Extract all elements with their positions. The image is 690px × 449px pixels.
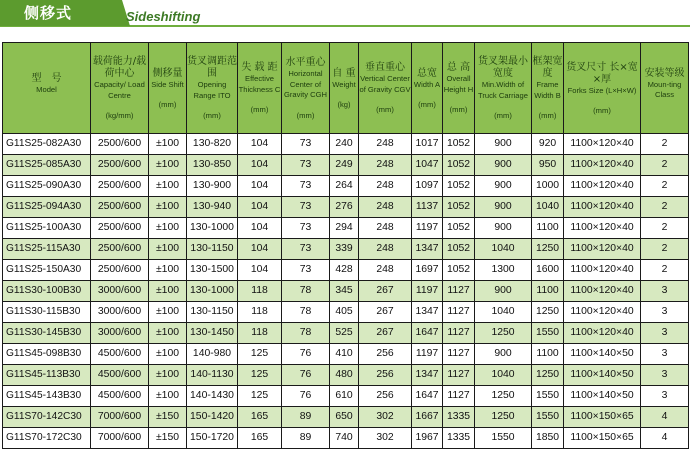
section-title-cn: 侧移式: [24, 4, 73, 22]
spec-cell: 1100×150×65: [564, 407, 641, 428]
spec-cell: 2500/600: [91, 197, 149, 218]
model-cell: G11S30-100B30: [3, 281, 91, 302]
section-title-en: Sideshifting: [126, 9, 201, 24]
spec-cell: 920: [532, 134, 564, 155]
table-body: [3, 134, 689, 449]
spec-cell: 73: [282, 218, 330, 239]
spec-cell: 1100×120×40: [564, 134, 641, 155]
spec-cell: ±100: [149, 260, 187, 281]
spec-cell: 1052: [443, 260, 475, 281]
table-row: [3, 218, 689, 239]
header-row: [3, 43, 689, 134]
spec-cell: 1100×120×40: [564, 281, 641, 302]
column-header-unit: (mm): [418, 100, 436, 109]
spec-cell: 1100×120×40: [564, 239, 641, 260]
spec-cell: 1550: [532, 407, 564, 428]
spec-cell: ±100: [149, 197, 187, 218]
spec-cell: 2: [641, 134, 689, 155]
spec-cell: 7000/600: [91, 407, 149, 428]
spec-cell: 1017: [412, 134, 443, 155]
spec-cell: 78: [282, 302, 330, 323]
spec-cell: 4: [641, 428, 689, 449]
column-header-en: Effective Thickness C: [238, 74, 281, 94]
column-header-unit: (mm): [449, 105, 468, 115]
column-header-cn: 货叉调距范围: [187, 56, 237, 80]
spec-cell: 2: [641, 197, 689, 218]
table-row: [3, 155, 689, 176]
spec-cell: 2500/600: [91, 176, 149, 197]
spec-cell: 1040: [475, 302, 532, 323]
spec-cell: 1647: [412, 386, 443, 407]
spec-cell: 3: [641, 386, 689, 407]
spec-cell: 1347: [412, 302, 443, 323]
spec-cell: ±100: [149, 302, 187, 323]
column-header-cn: 货叉架最小宽度: [478, 56, 528, 80]
table-row: [3, 197, 689, 218]
spec-cell: 1052: [443, 155, 475, 176]
spec-cell: 118: [238, 281, 282, 302]
table-row: [3, 134, 689, 155]
column-header-en: Moun-ting Class: [647, 79, 682, 99]
column-header-en: Forks Size (L×H×W): [567, 85, 637, 95]
spec-cell: 1697: [412, 260, 443, 281]
spec-cell: 1197: [412, 281, 443, 302]
spec-cell: 1040: [475, 239, 532, 260]
spec-cell: 1647: [412, 323, 443, 344]
spec-cell: 1127: [443, 386, 475, 407]
spec-cell: 900: [475, 218, 532, 239]
spec-cell: 165: [238, 428, 282, 449]
spec-cell: 1127: [443, 323, 475, 344]
spec-cell: ±100: [149, 218, 187, 239]
spec-cell: 1100×150×65: [564, 428, 641, 449]
spec-cell: 1335: [443, 428, 475, 449]
model-cell: G11S45-113B30: [3, 365, 91, 386]
column-header-cn: 载荷能力/载荷中心: [92, 56, 147, 80]
spec-cell: 900: [475, 155, 532, 176]
model-cell: G11S25-085A30: [3, 155, 91, 176]
spec-cell: 130-1000: [187, 218, 238, 239]
spec-cell: 130-1450: [187, 323, 238, 344]
column-header: [149, 43, 187, 134]
spec-cell: 76: [282, 365, 330, 386]
spec-cell: ±150: [149, 407, 187, 428]
spec-cell: 1300: [475, 260, 532, 281]
column-header-en: Horizontal Center of Gravity CGH: [283, 69, 328, 99]
spec-cell: 104: [238, 176, 282, 197]
spec-cell: 525: [330, 323, 359, 344]
spec-cell: 1250: [532, 239, 564, 260]
table-row: [3, 281, 689, 302]
spec-cell: 248: [359, 176, 412, 197]
model-cell: G11S70-172C30: [3, 428, 91, 449]
column-header-cn: 型 号: [31, 72, 62, 84]
spec-cell: 1335: [443, 407, 475, 428]
spec-cell: 1100×120×40: [564, 176, 641, 197]
column-header-unit: (mm): [494, 111, 512, 121]
spec-cell: 1100×120×40: [564, 323, 641, 344]
spec-cell: 1100: [532, 218, 564, 239]
model-cell: G11S70-142C30: [3, 407, 91, 428]
spec-cell: 900: [475, 281, 532, 302]
spec-cell: 256: [359, 344, 412, 365]
spec-cell: 1100×120×40: [564, 260, 641, 281]
spec-cell: 410: [330, 344, 359, 365]
model-cell: G11S30-145B30: [3, 323, 91, 344]
spec-cell: 130-1150: [187, 239, 238, 260]
column-header: [3, 43, 91, 134]
spec-cell: 1052: [443, 176, 475, 197]
spec-cell: 76: [282, 386, 330, 407]
column-header: [443, 43, 475, 134]
spec-cell: 73: [282, 134, 330, 155]
spec-cell: 125: [238, 344, 282, 365]
spec-cell: 1100×120×40: [564, 197, 641, 218]
spec-cell: 1052: [443, 134, 475, 155]
spec-cell: 610: [330, 386, 359, 407]
spec-cell: ±100: [149, 281, 187, 302]
column-header-cn: 安装等级: [644, 67, 685, 79]
spec-cell: 294: [330, 218, 359, 239]
spec-cell: 1197: [412, 344, 443, 365]
column-header-unit: (mm): [250, 105, 269, 115]
spec-cell: 428: [330, 260, 359, 281]
spec-cell: 650: [330, 407, 359, 428]
spec-cell: 2: [641, 239, 689, 260]
spec-cell: 267: [359, 323, 412, 344]
table-row: [3, 344, 689, 365]
model-cell: G11S45-143B30: [3, 386, 91, 407]
column-header-en: Weight: [332, 79, 356, 89]
spec-cell: ±100: [149, 344, 187, 365]
spec-table: [2, 42, 689, 449]
model-cell: G11S25-100A30: [3, 218, 91, 239]
spec-cell: 2: [641, 176, 689, 197]
column-header-unit: (kg): [337, 100, 351, 109]
spec-cell: 73: [282, 155, 330, 176]
spec-cell: 76: [282, 344, 330, 365]
column-header-en: Side Shift: [151, 79, 184, 89]
spec-cell: 104: [238, 134, 282, 155]
spec-cell: 1250: [532, 365, 564, 386]
spec-cell: 345: [330, 281, 359, 302]
spec-cell: ±100: [149, 323, 187, 344]
column-header: [641, 43, 689, 134]
spec-cell: 165: [238, 407, 282, 428]
spec-cell: 900: [475, 344, 532, 365]
spec-cell: 2: [641, 260, 689, 281]
spec-cell: 130-900: [187, 176, 238, 197]
spec-cell: 1600: [532, 260, 564, 281]
spec-cell: 78: [282, 323, 330, 344]
column-header-unit: (mm): [158, 100, 177, 109]
column-header-cn: 总宽: [417, 67, 437, 79]
spec-cell: 1667: [412, 407, 443, 428]
spec-cell: 1100×140×50: [564, 386, 641, 407]
spec-cell: 1100: [532, 344, 564, 365]
table-row: [3, 260, 689, 281]
column-header: [238, 43, 282, 134]
spec-cell: 2500/600: [91, 239, 149, 260]
spec-cell: 104: [238, 197, 282, 218]
spec-cell: 1127: [443, 281, 475, 302]
spec-cell: 104: [238, 260, 282, 281]
spec-cell: 248: [359, 134, 412, 155]
model-cell: G11S25-090A30: [3, 176, 91, 197]
column-header-cn: 总 高: [446, 62, 471, 74]
spec-cell: 1850: [532, 428, 564, 449]
spec-cell: 900: [475, 134, 532, 155]
spec-cell: 1097: [412, 176, 443, 197]
section-header: [0, 0, 690, 38]
column-header: [91, 43, 149, 134]
column-header-en: Vertical Center of Gravity CGV: [359, 74, 411, 94]
spec-cell: 125: [238, 365, 282, 386]
column-header-cn: 侧移量: [152, 67, 183, 79]
model-cell: G11S30-115B30: [3, 302, 91, 323]
spec-cell: 104: [238, 155, 282, 176]
spec-cell: ±100: [149, 155, 187, 176]
spec-cell: 140-1430: [187, 386, 238, 407]
spec-cell: 1040: [532, 197, 564, 218]
spec-cell: 1127: [443, 302, 475, 323]
table-row: [3, 323, 689, 344]
spec-cell: 339: [330, 239, 359, 260]
spec-cell: 248: [359, 155, 412, 176]
spec-cell: 1052: [443, 239, 475, 260]
column-header-en: Overall Height H: [443, 74, 474, 94]
table-header: [3, 43, 689, 134]
spec-cell: 1127: [443, 344, 475, 365]
spec-cell: 1967: [412, 428, 443, 449]
column-header-en: Model: [36, 84, 57, 94]
column-header: [330, 43, 359, 134]
spec-cell: 1137: [412, 197, 443, 218]
model-cell: G11S25-082A30: [3, 134, 91, 155]
column-header: [282, 43, 330, 134]
spec-cell: 118: [238, 302, 282, 323]
spec-cell: 73: [282, 197, 330, 218]
table-row: [3, 407, 689, 428]
spec-cell: 3: [641, 323, 689, 344]
model-cell: G11S25-150A30: [3, 260, 91, 281]
spec-cell: 73: [282, 176, 330, 197]
spec-cell: 1250: [475, 323, 532, 344]
spec-cell: ±100: [149, 176, 187, 197]
model-cell: G11S25-115A30: [3, 239, 91, 260]
table-row: [3, 176, 689, 197]
spec-cell: 130-1000: [187, 281, 238, 302]
spec-cell: 302: [359, 407, 412, 428]
spec-cell: 900: [475, 176, 532, 197]
spec-cell: 104: [238, 218, 282, 239]
column-header-cn: 垂直重心: [365, 62, 405, 74]
spec-cell: 4500/600: [91, 344, 149, 365]
spec-cell: 3: [641, 302, 689, 323]
spec-cell: 104: [238, 239, 282, 260]
spec-cell: 248: [359, 239, 412, 260]
model-cell: G11S25-094A30: [3, 197, 91, 218]
spec-cell: 1100×120×40: [564, 218, 641, 239]
spec-cell: 1052: [443, 197, 475, 218]
spec-cell: 78: [282, 281, 330, 302]
spec-cell: 140-1130: [187, 365, 238, 386]
spec-cell: 1550: [532, 323, 564, 344]
spec-cell: 248: [359, 218, 412, 239]
column-header: [532, 43, 564, 134]
spec-cell: ±100: [149, 239, 187, 260]
spec-cell: 1347: [412, 239, 443, 260]
spec-cell: 405: [330, 302, 359, 323]
spec-cell: 1052: [443, 218, 475, 239]
spec-cell: 130-850: [187, 155, 238, 176]
column-header-unit: (mm): [593, 106, 611, 115]
column-header: [359, 43, 412, 134]
column-header-en: Capacity/ Load Centre: [94, 80, 145, 100]
spec-cell: 1250: [532, 302, 564, 323]
spec-cell: 1250: [475, 386, 532, 407]
spec-cell: 130-1150: [187, 302, 238, 323]
spec-cell: 73: [282, 239, 330, 260]
column-header-en: Min.Width of Truck Carriage: [478, 80, 528, 100]
spec-cell: 130-820: [187, 134, 238, 155]
spec-cell: 1000: [532, 176, 564, 197]
table-row: [3, 365, 689, 386]
spec-cell: 267: [359, 302, 412, 323]
column-header-unit: (kg/mm): [105, 111, 134, 121]
spec-cell: 248: [359, 260, 412, 281]
spec-cell: 248: [359, 197, 412, 218]
spec-cell: 150-1720: [187, 428, 238, 449]
column-header-cn: 自 重: [332, 67, 356, 79]
spec-cell: 1100×140×50: [564, 365, 641, 386]
spec-cell: 256: [359, 386, 412, 407]
spec-cell: 1127: [443, 365, 475, 386]
spec-cell: 1250: [475, 407, 532, 428]
spec-cell: 480: [330, 365, 359, 386]
spec-cell: 73: [282, 260, 330, 281]
spec-cell: 950: [532, 155, 564, 176]
column-header-unit: (mm): [376, 105, 394, 115]
column-header: [475, 43, 532, 134]
spec-cell: 2500/600: [91, 134, 149, 155]
spec-cell: 3000/600: [91, 302, 149, 323]
column-header-unit: (mm): [296, 110, 315, 120]
spec-cell: 130-1500: [187, 260, 238, 281]
spec-cell: 240: [330, 134, 359, 155]
column-header-en: Opening Range ITO: [193, 80, 231, 100]
spec-cell: 3000/600: [91, 281, 149, 302]
column-header-cn: 失 载 距: [241, 62, 278, 74]
table-row: [3, 239, 689, 260]
spec-cell: 276: [330, 197, 359, 218]
column-header-cn: 水平重心: [285, 57, 326, 68]
spec-cell: 302: [359, 428, 412, 449]
column-header: [412, 43, 443, 134]
spec-cell: 140-980: [187, 344, 238, 365]
table-row: [3, 386, 689, 407]
spec-cell: 1047: [412, 155, 443, 176]
spec-cell: 3: [641, 281, 689, 302]
spec-cell: ±100: [149, 365, 187, 386]
spec-cell: 1550: [475, 428, 532, 449]
spec-cell: 150-1420: [187, 407, 238, 428]
column-header: [564, 43, 641, 134]
spec-cell: 3000/600: [91, 323, 149, 344]
spec-cell: 1100×120×40: [564, 155, 641, 176]
spec-cell: 1197: [412, 218, 443, 239]
spec-cell: 3: [641, 365, 689, 386]
spec-cell: 130-940: [187, 197, 238, 218]
spec-cell: 2500/600: [91, 218, 149, 239]
spec-cell: 900: [475, 197, 532, 218]
spec-cell: 1347: [412, 365, 443, 386]
spec-cell: 1100×140×50: [564, 344, 641, 365]
column-header-en: Width A: [413, 79, 441, 89]
spec-cell: ±150: [149, 428, 187, 449]
spec-cell: 4500/600: [91, 386, 149, 407]
spec-cell: 7000/600: [91, 428, 149, 449]
model-cell: G11S45-098B30: [3, 344, 91, 365]
spec-cell: 264: [330, 176, 359, 197]
spec-cell: 4500/600: [91, 365, 149, 386]
spec-cell: 1550: [532, 386, 564, 407]
spec-cell: 4: [641, 407, 689, 428]
column-header: [187, 43, 238, 134]
table-row: [3, 302, 689, 323]
spec-cell: ±100: [149, 386, 187, 407]
spec-cell: 267: [359, 281, 412, 302]
column-header-unit: (mm): [538, 111, 557, 121]
spec-cell: 1100×120×40: [564, 302, 641, 323]
column-header-cn: 货叉尺寸 长×宽×厚: [566, 61, 638, 85]
spec-cell: 249: [330, 155, 359, 176]
spec-cell: 89: [282, 428, 330, 449]
spec-cell: 256: [359, 365, 412, 386]
column-header-en: Frame Width B: [534, 80, 561, 100]
spec-cell: 125: [238, 386, 282, 407]
spec-cell: 2: [641, 218, 689, 239]
spec-cell: ±100: [149, 134, 187, 155]
spec-cell: 2: [641, 155, 689, 176]
column-header-unit: (mm): [203, 111, 221, 121]
spec-cell: 2500/600: [91, 155, 149, 176]
spec-cell: 2500/600: [91, 260, 149, 281]
spec-cell: 740: [330, 428, 359, 449]
spec-cell: 1100: [532, 281, 564, 302]
spec-cell: 89: [282, 407, 330, 428]
spec-cell: 118: [238, 323, 282, 344]
spec-cell: 1040: [475, 365, 532, 386]
table-row: [3, 428, 689, 449]
column-header-cn: 框架宽度: [532, 56, 563, 80]
spec-cell: 3: [641, 344, 689, 365]
